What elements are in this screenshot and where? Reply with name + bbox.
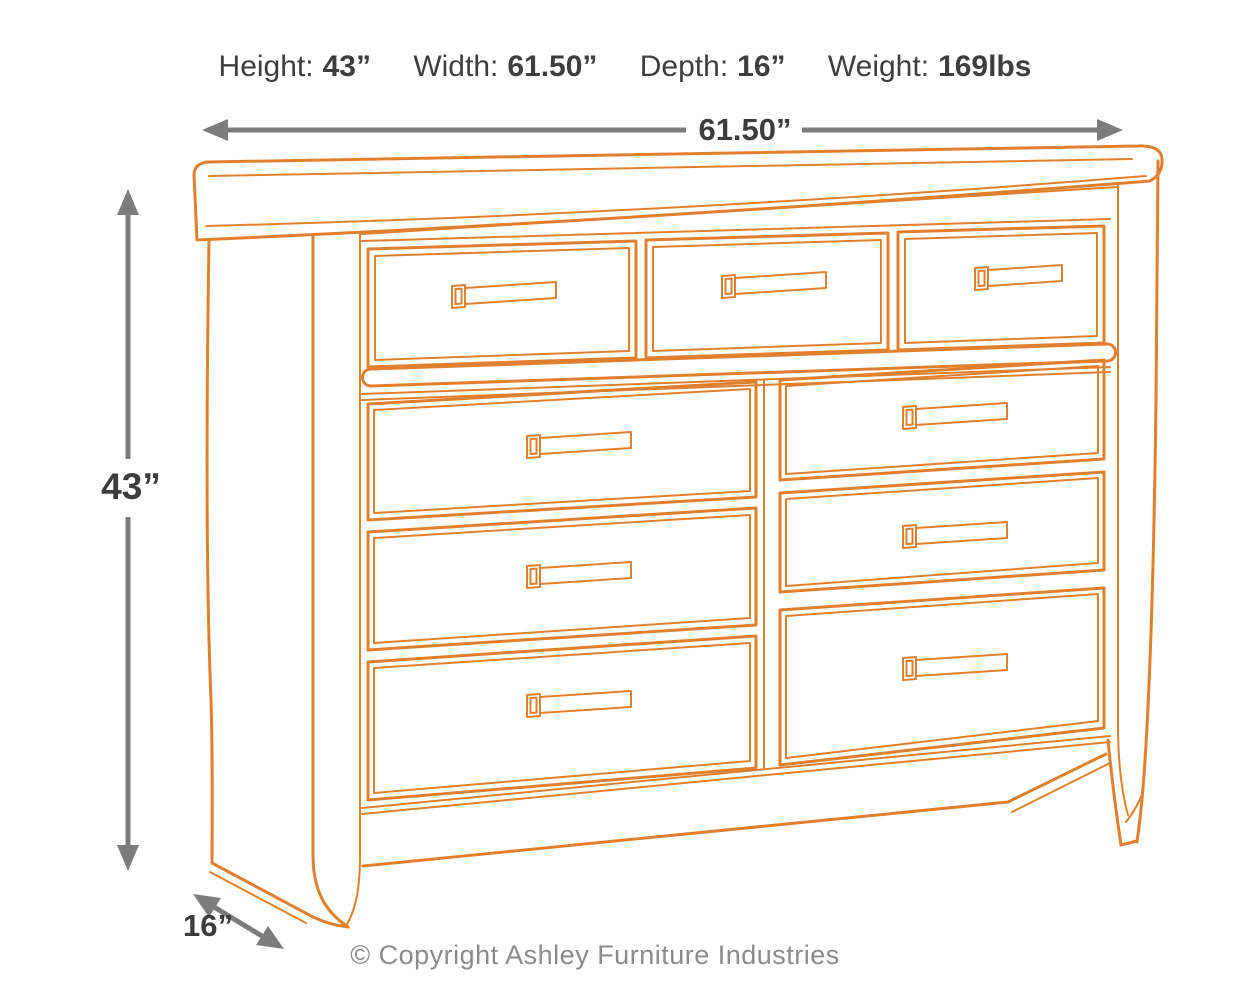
left-drawer-2 bbox=[368, 508, 756, 650]
spec-weight-label: Weight: bbox=[827, 50, 930, 83]
right-drawer-column bbox=[780, 360, 1104, 765]
small-drawer-2 bbox=[646, 233, 888, 358]
dresser-right-side bbox=[1108, 161, 1158, 845]
dresser-base-apron bbox=[362, 736, 1110, 866]
right-drawer-3 bbox=[780, 588, 1104, 765]
height-dimension-arrow bbox=[117, 189, 139, 871]
small-drawer-3 bbox=[898, 226, 1104, 350]
arrowhead-right-icon bbox=[1097, 119, 1123, 141]
width-dimension-arrow bbox=[202, 119, 1123, 141]
spec-depth-label: Depth: bbox=[639, 50, 729, 83]
arrowhead-down-icon bbox=[117, 845, 139, 871]
depth-dimension-label: 16” bbox=[183, 908, 233, 943]
left-drawer-1 bbox=[368, 382, 756, 520]
left-drawer-column bbox=[368, 382, 756, 800]
spec-height-label: Height: bbox=[218, 50, 314, 83]
spec-depth-value: 16” bbox=[737, 50, 786, 83]
spec-width-label: Width: bbox=[413, 50, 499, 83]
copyright-text: © Copyright Ashley Furniture Industries bbox=[350, 940, 840, 970]
spec-height-value: 43” bbox=[322, 50, 371, 83]
small-drawer-1 bbox=[368, 241, 636, 367]
arrowhead-up-icon bbox=[117, 189, 139, 215]
dresser-left-side bbox=[207, 232, 360, 927]
width-dimension-label: 61.50” bbox=[698, 112, 792, 147]
arrowhead-left-icon bbox=[202, 119, 228, 141]
height-dimension-label: 43” bbox=[101, 466, 161, 507]
spec-weight-value: 169lbs bbox=[938, 50, 1032, 83]
spec-width-value: 61.50” bbox=[507, 50, 598, 83]
